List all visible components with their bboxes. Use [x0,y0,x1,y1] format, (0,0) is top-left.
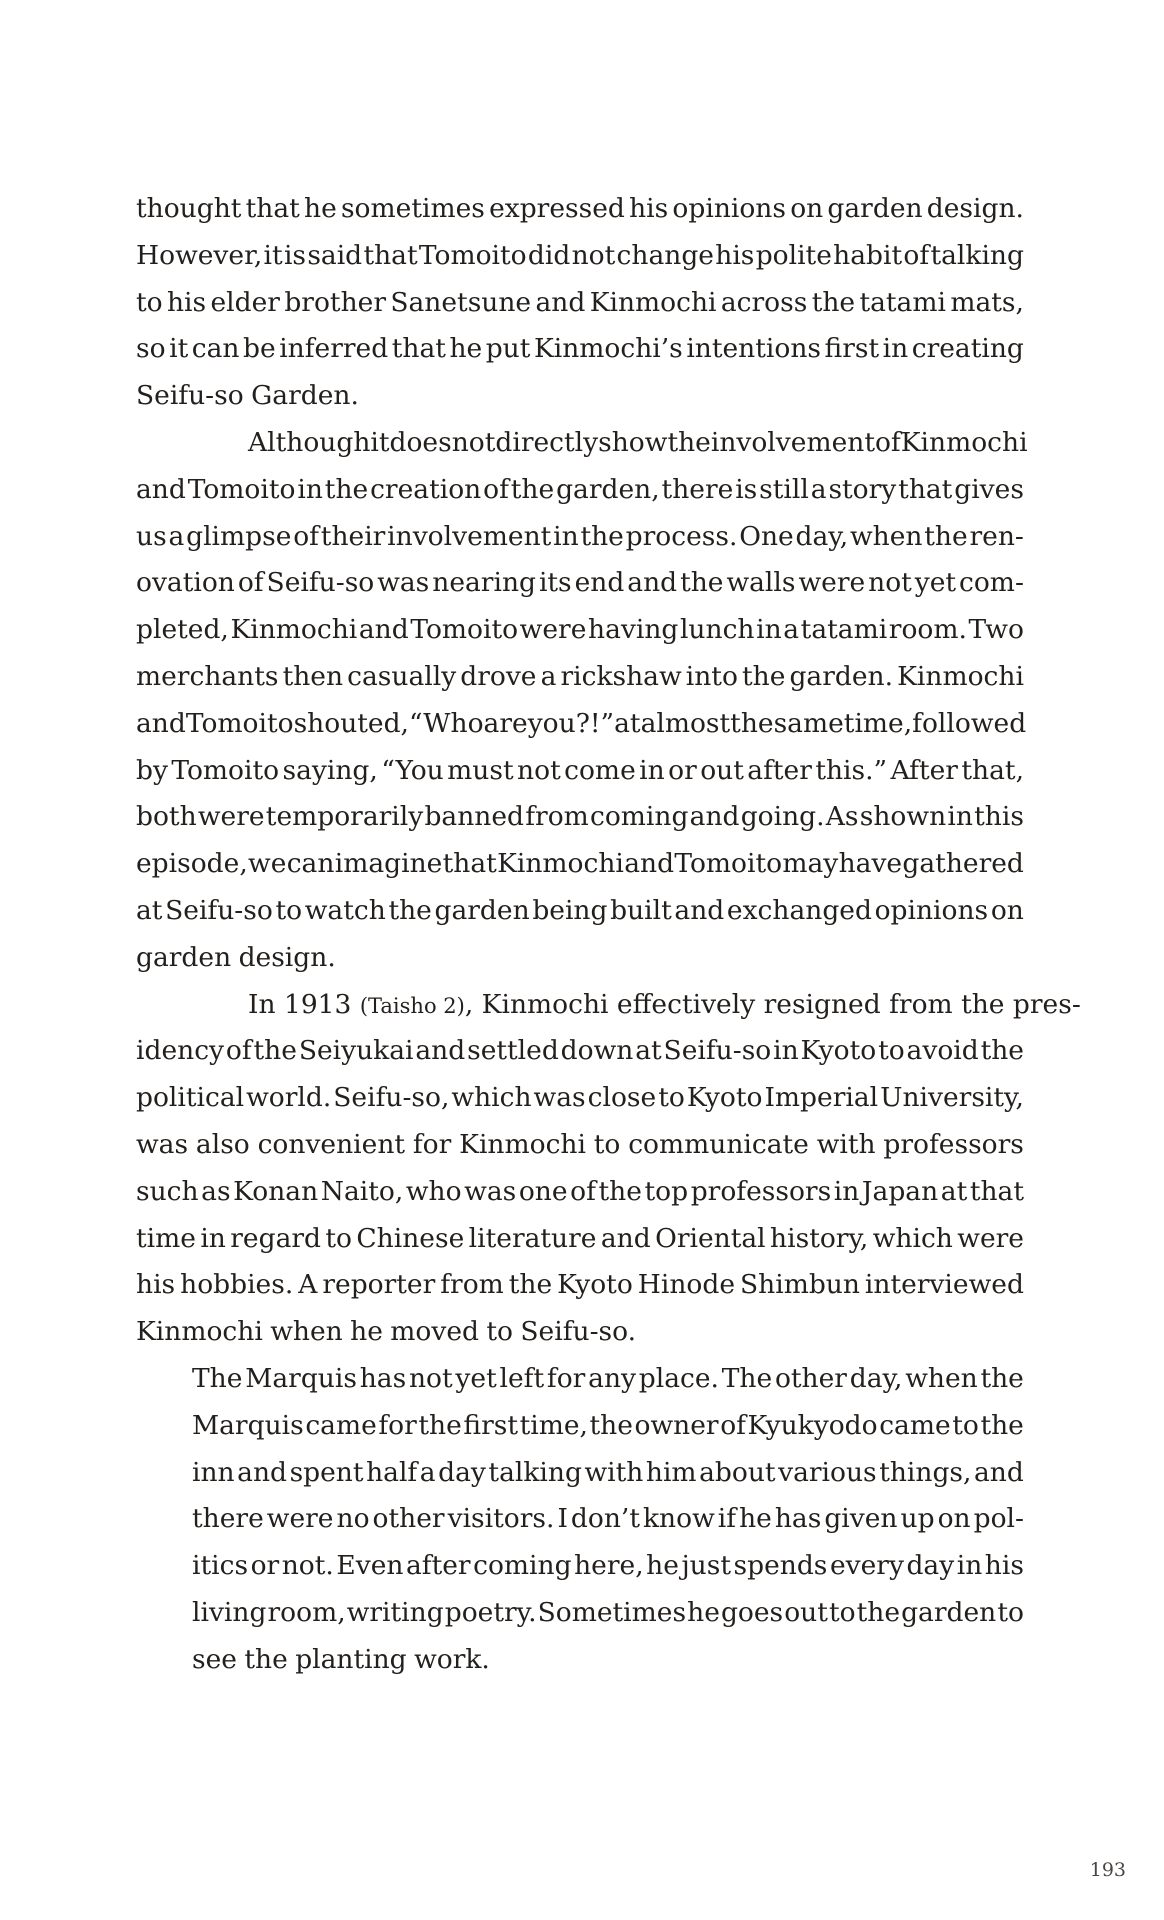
page-number: 193 [1089,1859,1126,1881]
text-line: Kinmochi when he moved to Seifu-so. [136,1316,637,1348]
text-line: so it can be inferred that he put Kinmochi’s intentions first in creating [136,333,1024,365]
quote-line: see the planting work. [192,1643,490,1675]
text-line: Although it does not directly show the involvement of Kinmochi [248,426,1028,458]
quote-line: Marquis came for the first time, the owner of Kyukyodo came to the [192,1409,1024,1441]
text-line: to his elder brother Sanetsune and Kinmochi across the tatami mats, [136,286,1024,318]
text-line: thought that he sometimes expressed his opinions on garden design. [136,193,1024,224]
quote-line: there were no other visitors. I don’t know if he has given up on pol- [192,1503,1024,1535]
text-line: his hobbies. A reporter from the Kyoto Hinode Shimbun interviewed [136,1269,1024,1301]
quote-line: inn and spent half a day talking with him about various things, and [192,1456,1024,1488]
text-line: us a glimpse of their involvement in the process. One day, when the ren- [136,520,1024,552]
text-line-first [136,982,1081,1029]
text-line: was also convenient for Kinmochi to communicate with professors [136,1128,1024,1160]
text-line: pleted, Kinmochi and Tomoito were having lunch in a tatami room. Two [136,614,1024,646]
body-text [136,186,1081,1684]
paragraph-2 [136,420,1028,982]
paragraph-3 [136,982,1081,1356]
text-line: by Tomoito saying, “You must not come in or out after this.” After that, [136,754,1024,786]
quote-line: The Marquis has not yet left for any place. The other day, when the [192,1362,1024,1394]
text-line: Seifu-so Garden. [136,380,359,412]
paragraph-1 [136,186,1024,420]
text-line: political world. Seifu-so, which was close to Kyoto Imperial University, [136,1082,1024,1114]
quote-line: living room, writing poetry. Sometimes he goes out to the garden to [192,1596,1024,1628]
text-line: such as Konan Naito, who was one of the top professors in Japan at that [136,1175,1024,1207]
text-line: merchants then casually drove a rickshaw into the garden. Kinmochi [136,660,1024,692]
era-note: (Taisho 2) [359,993,465,1018]
text-line: and Tomoito in the creation of the garden, there is still a story that gives [136,473,1024,505]
block-quote [136,1356,1024,1684]
text-line: time in regard to Chinese literature and Oriental history, which were [136,1222,1024,1254]
text-line: and Tomoito shouted, “Who are you?!” at almost the same time, followed [136,707,1027,739]
text-before-note: In 1913 [248,988,352,1020]
text-segment [248,982,1081,1029]
quote-line: itics or not. Even after coming here, he just spends every day in his [192,1550,1024,1582]
text-line: garden design. [136,941,336,973]
text-line: both were temporarily banned from coming and going. As shown in this [136,801,1024,833]
text-after-note: , Kinmochi effectively resigned from the pres- [464,988,1081,1020]
text-line: at Seifu-so to watch the garden being built and exchanged opinions on [136,894,1024,926]
text-line: idency of the Seiyukai and settled down at Seifu-so in Kyoto to avoid the [136,1035,1024,1067]
text-line: However, it is said that Tomoito did not change his polite habit of talking [136,239,1024,271]
text-line: ovation of Seifu-so was nearing its end and the walls were not yet com- [136,567,1024,599]
text-line: episode, we can imagine that Kinmochi and Tomoito may have gathered [136,848,1024,880]
